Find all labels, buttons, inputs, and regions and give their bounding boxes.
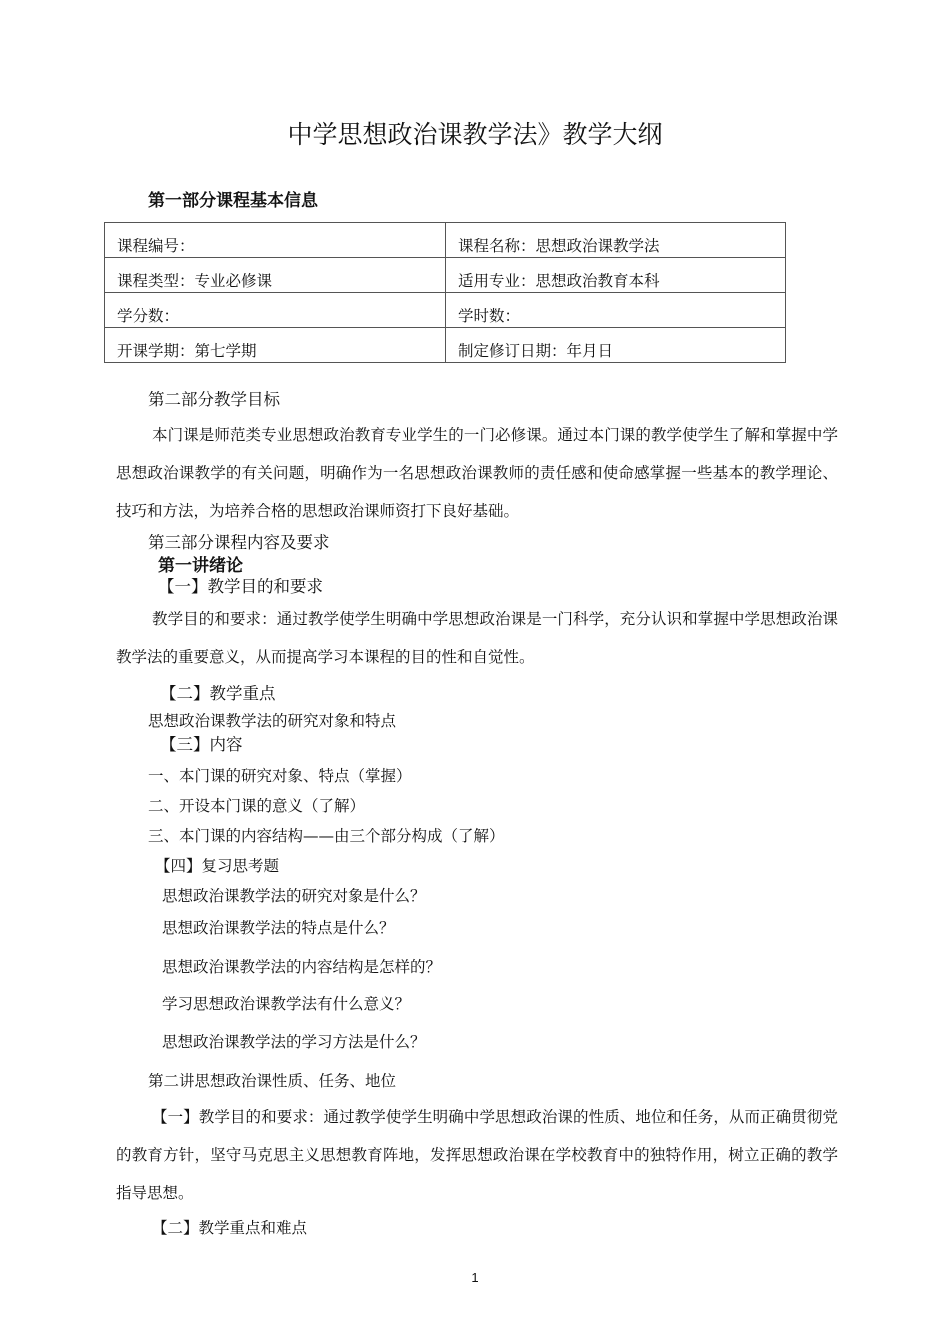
course-info-table: [104, 222, 786, 363]
table-cell: 学时数：: [446, 293, 786, 328]
part2-paragraph: 本门课是师范类专业思想政治教育专业学生的一门必修课。通过本门课的教学使学生了解和掌握中学思想政治课教学的有关问题，明确作为一名思想政治课教师的责任感和使命感掌握一些基本的教学理论、技巧和方法，为培养合格的思想政治课师资打下良好基础。: [116, 426, 838, 520]
table-row: [105, 328, 786, 363]
part3-heading: 第三部分课程内容及要求: [148, 533, 330, 552]
lecture1-title: 第一讲绪论: [158, 556, 243, 576]
lecture1-section2-text: 思想政治课教学法的研究对象和特点: [148, 712, 397, 730]
lecture2-section2-heading: 【二】教学重点和难点: [152, 1219, 308, 1237]
list-item: 二、开设本门课的意义（了解）: [148, 797, 366, 815]
table-cell: 课程类型：专业必修课: [105, 258, 446, 293]
table-cell: 制定修订日期：年月日: [446, 328, 786, 363]
lecture1-section1-paragraph: 教学目的和要求：通过教学使学生明确中学思想政治课是一门科学，充分认识和掌握中学思想政治课教学法的重要意义，从而提高学习本课程的目的性和自觉性。: [116, 610, 838, 666]
table-cell: 学分数：: [105, 293, 446, 328]
lecture1-section3-heading: 【三】内容: [160, 735, 243, 754]
table-row: [105, 258, 786, 293]
list-item: 三、本门课的内容结构——由三个部分构成（了解）: [148, 827, 505, 845]
table-cell: 课程名称：思想政治课教学法: [446, 223, 786, 258]
lecture1-section1-heading: 【一】教学目的和要求: [158, 577, 323, 596]
lecture2-title: 第二讲思想政治课性质、任务、地位: [148, 1072, 397, 1090]
table-row: [105, 293, 786, 328]
table-cell: 开课学期：第七学期: [105, 328, 446, 363]
table-row: [105, 223, 786, 258]
question-item: 思想政治课教学法的学习方法是什么？: [162, 1033, 426, 1051]
lecture1-section4-heading: 【四】复习思考题: [155, 857, 280, 875]
lecture1-section2-heading: 【二】教学重点: [160, 684, 276, 703]
part2-heading: 第二部分教学目标: [148, 390, 280, 409]
question-item: 学习思想政治课教学法有什么意义？: [162, 995, 411, 1013]
part1-heading: 第一部分课程基本信息: [148, 191, 318, 211]
table-cell: 课程编号：: [105, 223, 446, 258]
lecture2-section1-paragraph: 【一】教学目的和要求：通过教学使学生明确中学思想政治课的性质、地位和任务，从而正确贯彻党的教育方针，坚守马克思主义思想教育阵地，发挥思想政治课在学校教育中的独特作用，树立正确的教学指导思想。: [116, 1108, 838, 1202]
question-item: 思想政治课教学法的内容结构是怎样的？: [162, 958, 442, 976]
table-cell: 适用专业：思想政治教育本科: [446, 258, 786, 293]
question-item: 思想政治课教学法的研究对象是什么？: [162, 887, 426, 905]
page-number: 1: [471, 1270, 479, 1285]
list-item: 一、本门课的研究对象、特点（掌握）: [148, 767, 412, 785]
question-item: 思想政治课教学法的特点是什么？: [162, 919, 395, 937]
document-title: 中学思想政治课教学法》教学大纲: [287, 120, 663, 149]
